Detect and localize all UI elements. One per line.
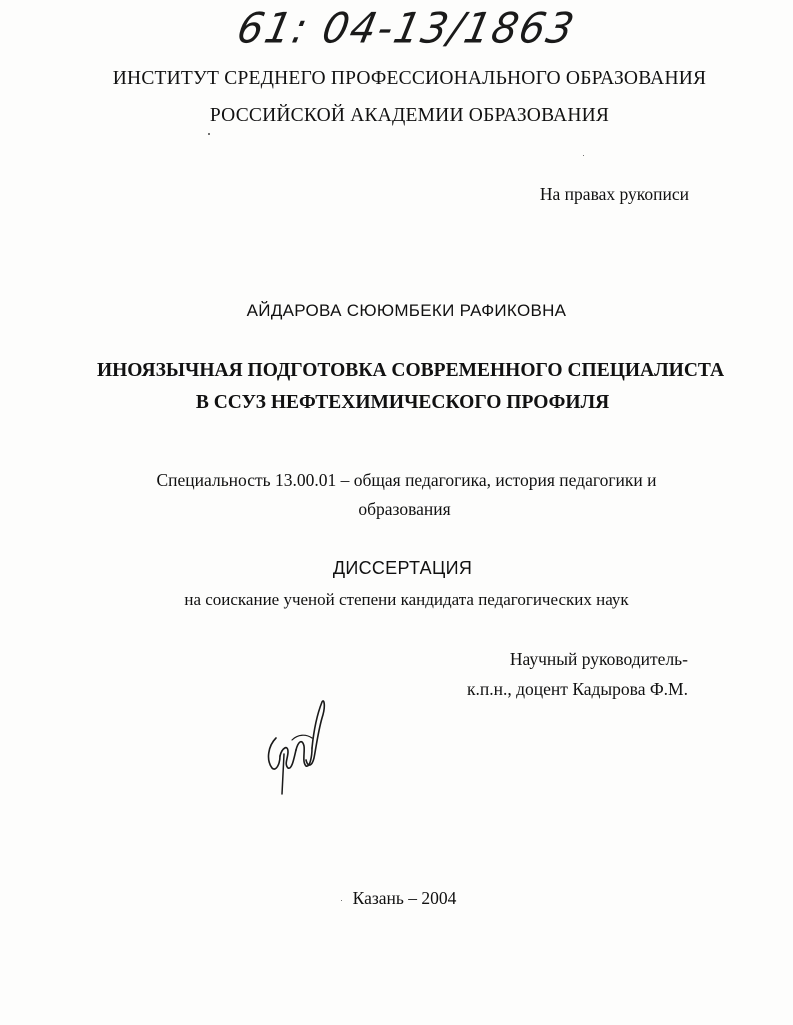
thesis-title-line-2: В ССУЗ НЕФТЕХИМИЧЕСКОГО ПРОФИЛЯ <box>195 392 610 413</box>
scan-speck <box>208 133 210 135</box>
specialty-line-2: образования <box>358 499 451 519</box>
supervisor-role: Научный руководитель- <box>509 649 688 669</box>
dissertation-subtitle: на соискание ученой степени кандидата педагогических наук <box>184 590 629 609</box>
supervisor-name: к.п.н., доцент Кадырова Ф.М. <box>467 679 688 699</box>
dissertation-label: ДИССЕРТАЦИЯ <box>332 558 473 578</box>
institution-line-1: ИНСТИТУТ СРЕДНЕГО ПРОФЕССИОНАЛЬНОГО ОБРАЗОВАНИЯ <box>112 68 707 89</box>
scan-speck <box>341 900 342 901</box>
handwritten-signature <box>262 698 332 798</box>
city-year: Казань – 2004 <box>352 888 457 908</box>
thesis-title-line-1: ИНОЯЗЫЧНАЯ ПОДГОТОВКА СОВРЕМЕННОГО СПЕЦИАЛИСТА <box>96 360 725 381</box>
archive-number-handwritten: 61: 04-13/1863 <box>232 4 580 54</box>
specialty-line-1: Специальность 13.00.01 – общая педагогика, история педагогики и <box>156 470 657 490</box>
scan-speck <box>583 155 584 156</box>
institution-line-2: РОССИЙСКОЙ АКАДЕМИИ ОБРАЗОВАНИЯ <box>209 105 610 126</box>
author-name: АЙДАРОВА СЮЮМБЕКИ РАФИКОВНА <box>246 301 567 320</box>
rights-note: На правах рукописи <box>539 184 689 204</box>
